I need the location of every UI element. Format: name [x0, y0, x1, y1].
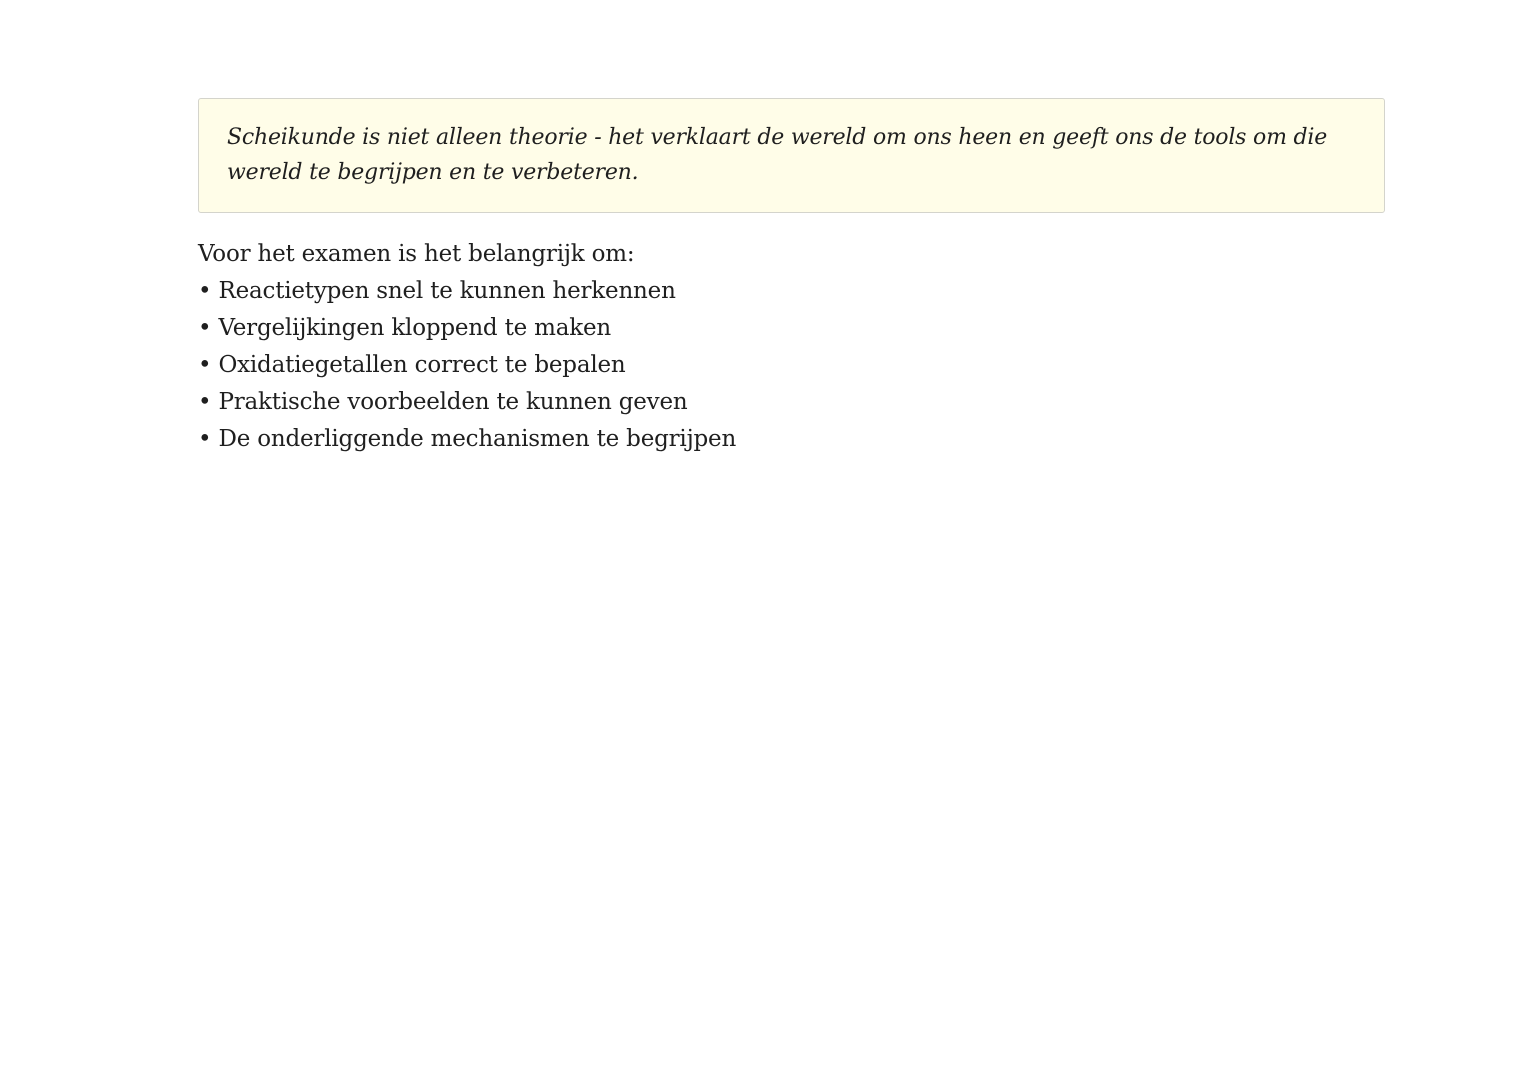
list-item: • Vergelijkingen kloppend te maken [198, 315, 612, 341]
quote-box [198, 98, 1385, 213]
exam-list [198, 273, 736, 458]
list-item: • Reactietypen snel te kunnen herkennen [198, 278, 676, 304]
exam-intro: Voor het examen is het belangrijk om: [198, 241, 635, 267]
quote-text: Scheikunde is niet alleen theorie - het verklaart de wereld om ons heen en geeft ons de tools om die wereld te begrijpen en te verbeteren. [227, 125, 1328, 185]
list-item: • De onderliggende mechanismen te begrijpen [198, 426, 737, 452]
list-item: • Oxidatiegetallen correct te bepalen [198, 352, 626, 378]
list-item: • Praktische voorbeelden te kunnen geven [198, 389, 688, 415]
